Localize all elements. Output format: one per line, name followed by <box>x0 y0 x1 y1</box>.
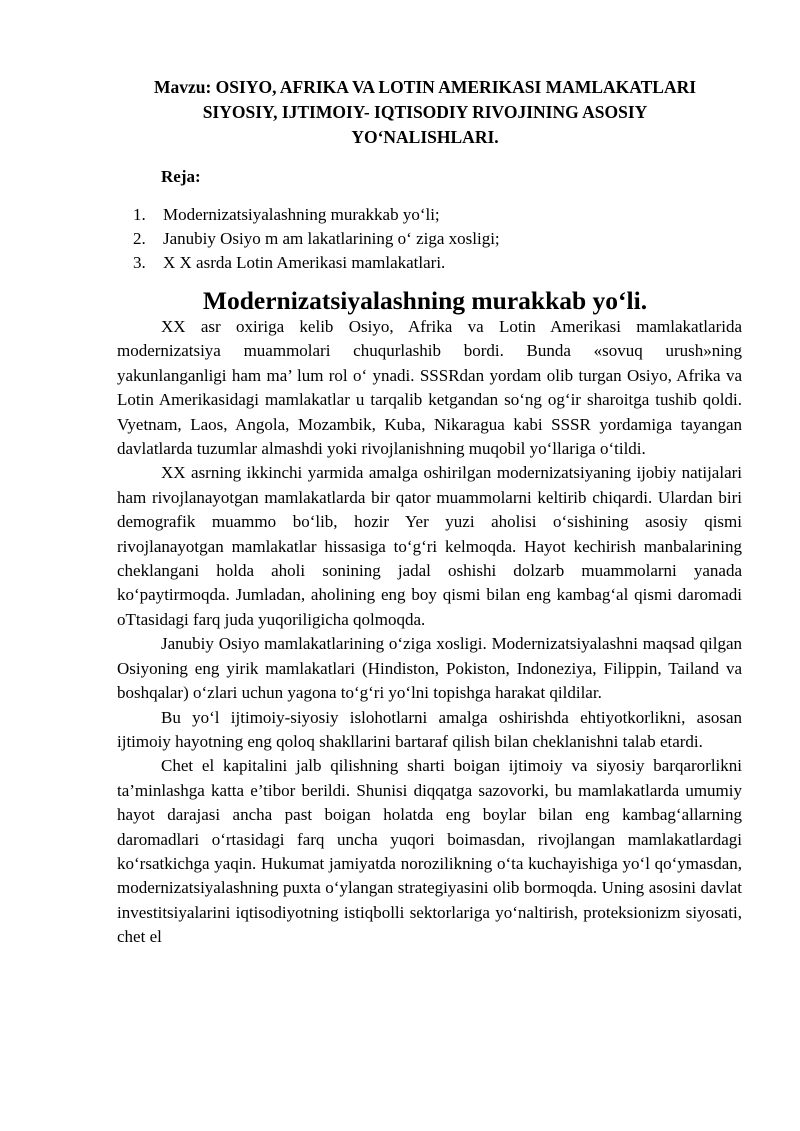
paragraph: Janubiy Osiyo mamlakatlarining o‘ziga xosligi. Modernizatsiyalashni maqsad qilgan Osiyoning eng yirik mamlakatlari (Hindiston, Pokiston, Indoneziya, Filippin, Tailand va boshqalar) o‘zlari uchun yagona to‘g‘ri yo‘lni topishga harakat qildilar. <box>117 634 742 703</box>
title-line: YO‘NALISHLARI. <box>351 127 499 147</box>
plan-item-number: 3. <box>133 253 146 272</box>
section-heading-period: . <box>640 286 648 315</box>
plan-label: Reja: <box>161 167 201 186</box>
plan-list <box>133 203 500 275</box>
plan-item <box>133 227 500 251</box>
title-line: Mavzu: OSIYO, AFRIKA VA LOTIN AMERIKASI MAMLAKATLARI <box>153 77 697 97</box>
paragraph: XX asrning ikkinchi yarmida amalga oshirilgan modernizatsiyaning ijobiy natijalari ham rivojlanayotgan mamlakatlarda bir qator muammolarni keltirib chiqardi. Ulardan biri demografik muammo bo‘lib, hozir Yer yuzi aholisi o‘sishining asosiy qismi rivojlanayotgan mamlakatlar hissasiga to‘g‘ri kelmoqda. Hayot kechirish manbalarining cheklangani holda aholi sonining jadal oshishi dolzarb muammolarni yanada ko‘paytirmoqda. Jumladan, aholining eng boy qismi bilan eng kambag‘al qismi daromadi oTtasidagi farq juda yuqoriligicha qolmoqda. <box>117 463 742 629</box>
plan-item-text: X X asrda Lotin Amerikasi mamlakatlari. <box>163 253 446 272</box>
paragraph: Bu yo‘l ijtimoiy-siyosiy islohotlarni amalga oshirishda ehtiyotkorlikni, asosan ijtimoiy hayotning eng qoloq shakllarini bartaraf qilish bilan cheklanishni talab etardi. <box>117 707 742 751</box>
document-title <box>110 75 740 150</box>
plan-item-number: 1. <box>133 205 146 224</box>
paragraph: XX asr oxiriga kelib Osiyo, Afrika va Lotin Amerikasi mamlakatlarida modernizatsiya muammolari chuqurlashib bordi. Bunda «sovuq urush»ning yakunlanganligi ham ma’ lum rol o‘ ynadi. SSSRdan yordam olib turgan Osiyo, Afrika va Lotin Amerikasidagi mamlakatlar u tarqalib ketgandan so‘ng og‘ir sharoitga tushib qoldi. Vyetnam, Laos, Angola, Mozambik, Kuba, Nikaragua kabi SSSR yordamiga tayangan davlatlarda tuzumlar almashdi yoki rivojlanishning muqobil yo‘llariga o‘tildi. <box>117 317 742 459</box>
plan-item-text: Modernizatsiyalashning murakkab yo‘li; <box>163 205 440 224</box>
section-heading-text: Modernizatsiyalashning murakkab yo‘li <box>202 286 641 315</box>
plan-item <box>133 251 500 275</box>
section-heading <box>110 286 740 315</box>
plan-item <box>133 203 500 227</box>
body-text <box>117 315 742 950</box>
title-line: SIYOSIY, IJTIMOIY- IQTISODIY RIVOJINING ASOSIY <box>202 102 648 122</box>
plan-item-text: Janubiy Osiyo m am lakatlarining o‘ ziga xosligi; <box>163 229 500 248</box>
plan-item-number: 2. <box>133 229 146 248</box>
paragraph: Chet el kapitalini jalb qilishning sharti boigan ijtimoiy va siyosiy barqarorlikni ta’minlashga katta e’tibor berildi. Shunisi diqqatga sazovorki, bu mamlakatlarda umumiy hayot darajasi ancha past boigan holatda eng boylar bilan eng kambag‘allarning daromadlari o‘rtasidagi farq uncha yuqori boimasdan, rivojlangan mamlakatlardagi ko‘rsatkichga yaqin. Hukumat jamiyatda norozilikning o‘ta kuchayishiga yo‘l qo‘ymasdan, modernizatsiyalashning puxta o‘ylangan strategiyasini olib bormoqda. Uning asosini davlat investitsiyalarini iqtisodiyotning istiqbolli sektorlariga yo‘naltirish, proteksionizm siyosati, chet el <box>117 756 742 947</box>
